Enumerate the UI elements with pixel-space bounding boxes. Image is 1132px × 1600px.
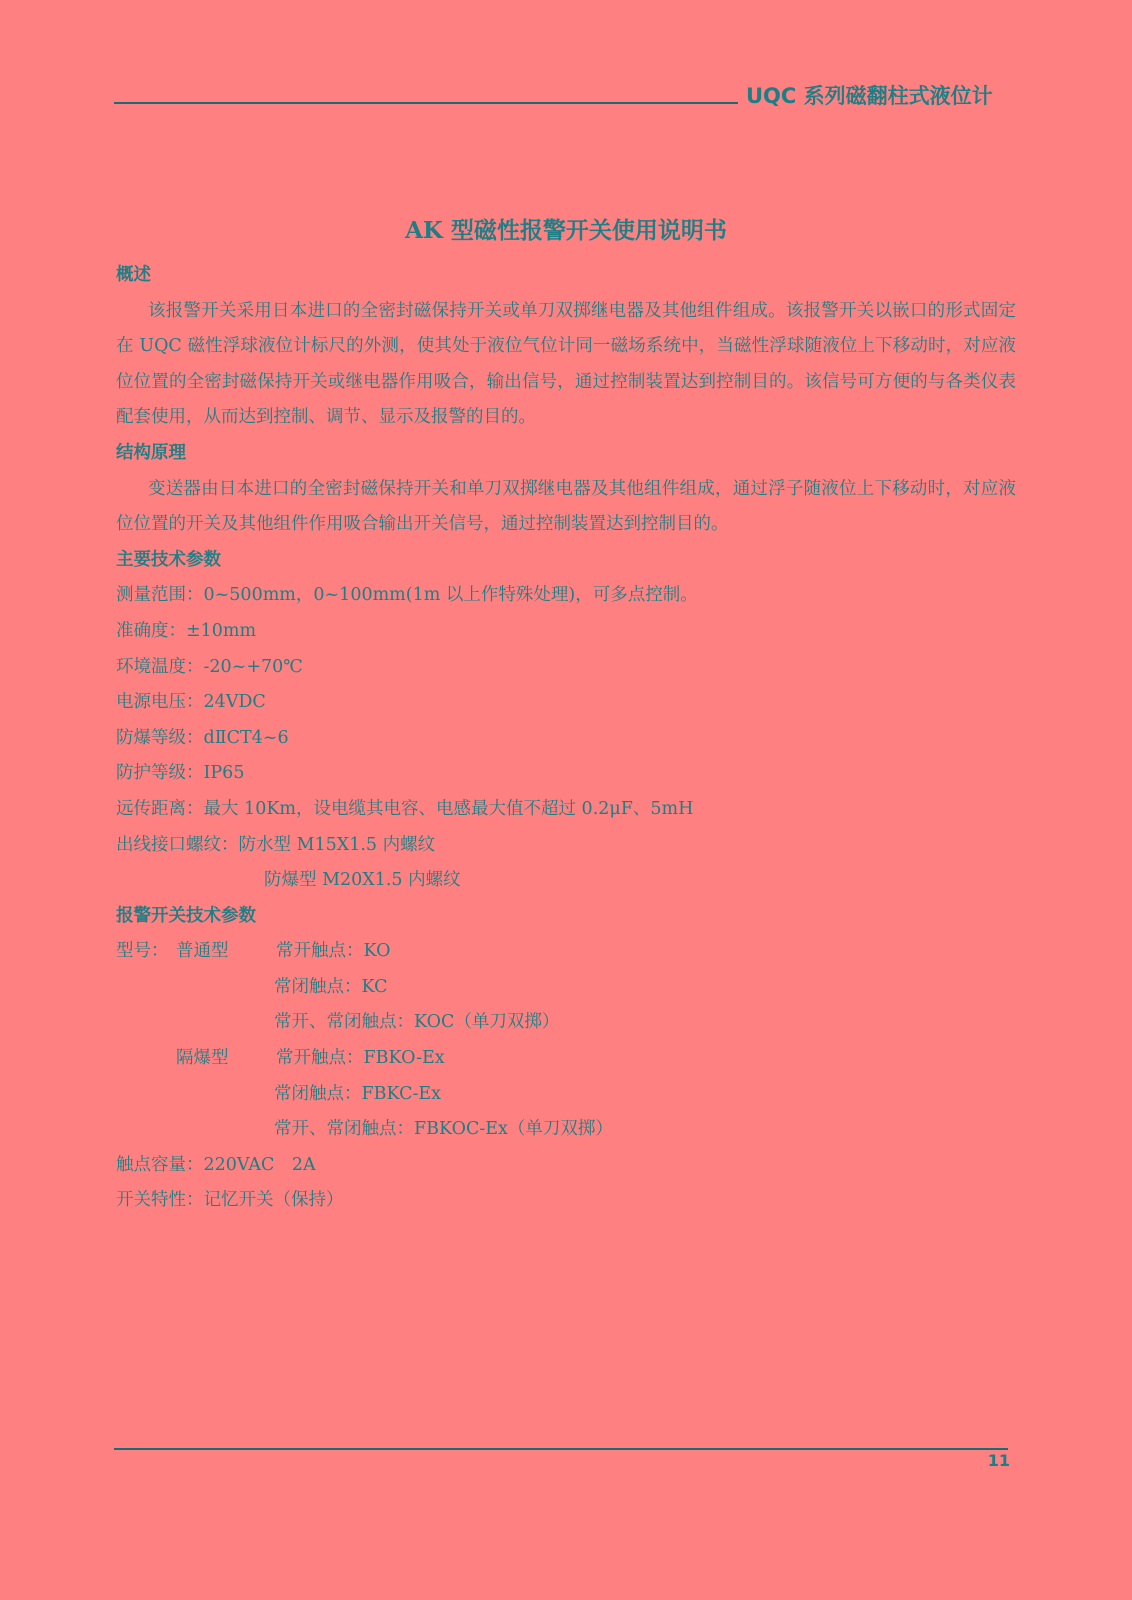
model-label-spacer [116,1041,176,1077]
spec-thread-explosionproof: 防爆型 M20X1.5 内螺纹 [264,870,461,891]
spec-explosion-grade: 防爆等级：dⅡCT4~6 [116,727,289,748]
spec-thread-row [116,828,1016,864]
overview-heading: 概述 [116,265,151,285]
spec-thread-waterproof: 防水型 M15X1.5 内螺纹 [238,834,436,855]
flameproof-open-contact: 常开触点：FBKO-Ex [276,1048,445,1069]
alarm-heading: 报警开关技术参数 [116,905,256,926]
header-rule [114,102,738,104]
header-title: UQC 系列磁翻柱式液位计 [746,84,993,108]
structure-paragraph: 变送器由日本进口的全密封磁保持开关和单刀双掷继电器及其他组件组成，通过浮子随液位上下移动时，对应液位位置的开关及其他组件作用吸合输出开关信号，通过控制装置达到控制目的。 [116,478,1016,535]
normal-open-contact: 常开触点：KO [276,941,391,962]
alarm-normal-open-row [116,934,1016,970]
spec-protection-grade: 防护等级：IP65 [116,763,245,784]
spec-distance: 远传距离：最大 10Km，设电缆其电容、电感最大值不超过 0.2μF、5mH [116,798,694,819]
flameproof-both-contact: 常开、常闭触点：FBKOC-Ex（单刀双掷） [274,1119,613,1140]
spec-accuracy: 准确度：±10mm [116,620,257,641]
contact-capacity: 触点容量：220VAC 2A [116,1154,316,1175]
document-title: AK 型磁性报警开关使用说明书 [405,217,727,244]
document-body [116,258,1016,1219]
spec-thread-label: 出线接口螺纹： [116,834,239,855]
alarm-flameproof-open-row [116,1041,1016,1077]
spec-voltage: 电源电压：24VDC [116,692,266,713]
structure-heading: 结构原理 [116,442,186,463]
page-number: 11 [987,1451,1010,1470]
switch-characteristic: 开关特性：记忆开关（保持） [116,1190,344,1211]
model-label: 型号： [116,941,169,962]
overview-paragraph: 该报警开关采用日本进口的全密封磁保持开关或单刀双掷继电器及其他组件组成。该报警开关以嵌口的形式固定在 UQC 磁性浮球液位计标尺的外测，使其处于液位气位计同一磁场系统中，当磁性浮球随液位上下移动时，对应液位位置的全密封磁保持开关或继电器作用吸合，输出信号，通过控制装置达到控制目的。该信号可方便的与各类仪表配套使用，从而达到控制、调节、显示及报警的目的。 [116,300,1016,428]
normal-closed-contact: 常闭触点：KC [274,976,388,997]
flameproof-type-label: 隔爆型 [176,1048,229,1069]
spec-temperature: 环境温度：-20~+70℃ [116,656,303,677]
footer-rule [114,1448,1008,1450]
spec-range: 测量范围：0~500mm，0~100mm(1m 以上作特殊处理)，可多点控制。 [116,585,698,606]
normal-both-contact: 常开、常闭触点：KOC（单刀双掷） [274,1012,560,1033]
flameproof-closed-contact: 常闭触点：FBKC-Ex [274,1083,442,1104]
normal-type-label: 普通型 [176,941,229,962]
specs-heading: 主要技术参数 [116,549,221,570]
